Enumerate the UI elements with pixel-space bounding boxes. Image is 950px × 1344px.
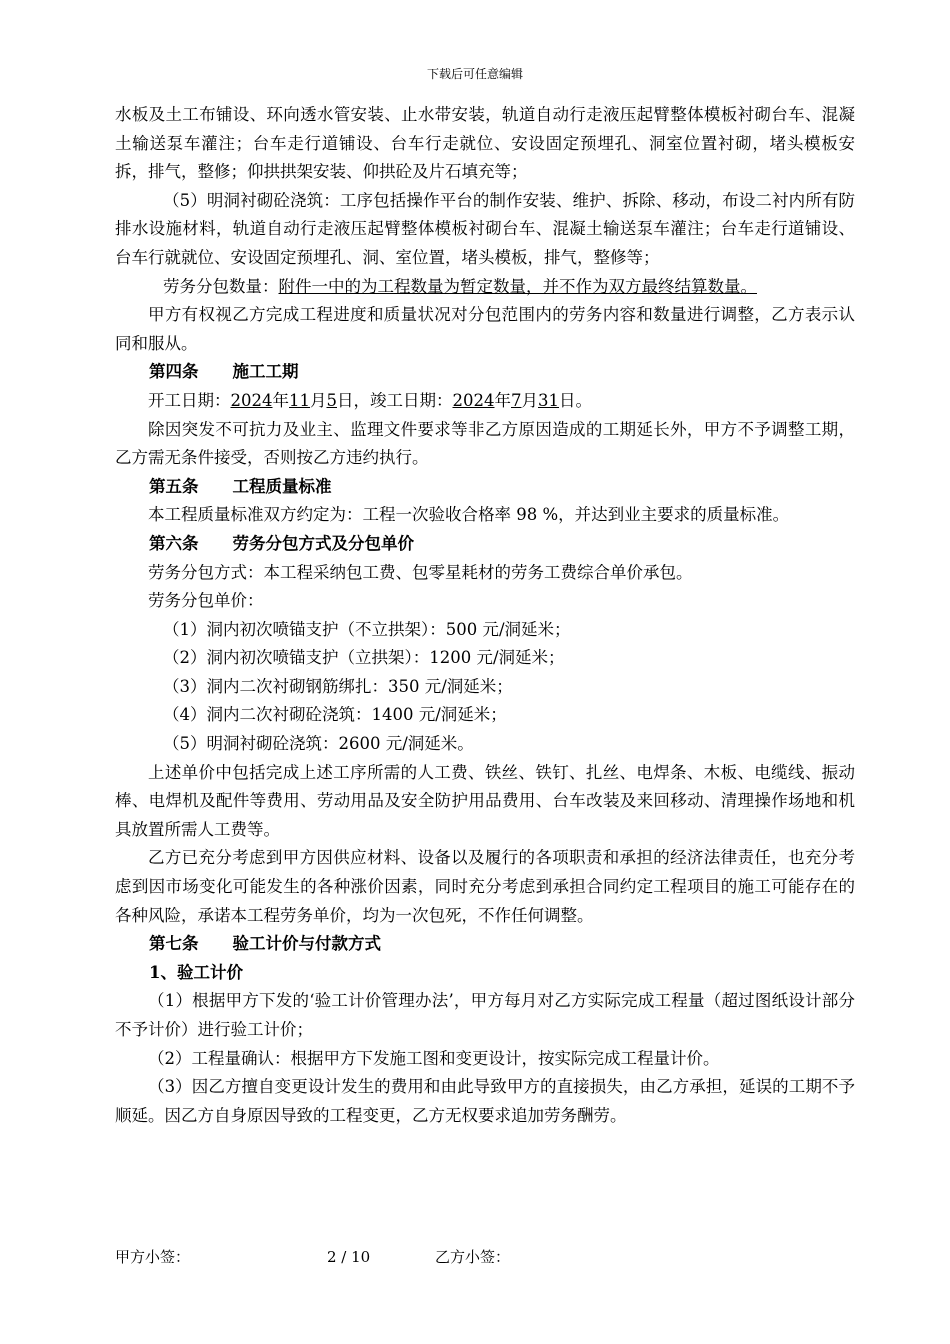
price-item: （3）洞内二次衬砌钢筋绑扎：350 元/洞延米； bbox=[163, 676, 513, 696]
paragraph-11: （2）工程量确认：根据甲方下发施工图和变更设计，按实际完成工程量计价。 bbox=[148, 1048, 720, 1068]
section-1-heading: 1、验工计价 bbox=[149, 962, 243, 982]
paragraph-3: 甲方有权视乙方完成工程进度和质量状况对分包范围内的劳务内容和数量进行调整，乙方表示认同和服从。 bbox=[115, 305, 855, 353]
quantity-label: 劳务分包数量： bbox=[163, 276, 279, 296]
article-4-title: 施工工期 bbox=[232, 362, 299, 382]
start-day: 5 bbox=[326, 390, 337, 410]
article-5-number: 第五条 bbox=[149, 476, 199, 496]
price-item: （1）洞内初次喷锚支护（不立拱架）：500 元/洞延米； bbox=[163, 619, 571, 639]
start-year: 2024 bbox=[230, 390, 273, 410]
quantity-paragraph bbox=[115, 273, 855, 302]
article-6-title: 劳务分包方式及分包单价 bbox=[232, 533, 414, 553]
article-6-number: 第六条 bbox=[149, 533, 199, 553]
year-char: 年 bbox=[494, 390, 511, 410]
party-b-initials: 乙方小签： bbox=[435, 1248, 511, 1266]
document-body bbox=[115, 101, 855, 1130]
quantity-text: 附件一中的为工程数量为暂定数量，并不作为双方最终结算数量。 bbox=[278, 276, 757, 296]
paragraph-4: 除因突发不可抗力及业主、监理文件要求等非乙方原因造成的工期延长外，甲方不予调整工期，乙方需无条件接受，否则按乙方违约执行。 bbox=[115, 419, 855, 468]
start-date-label: 开工日期： bbox=[148, 390, 231, 410]
month-char: 月 bbox=[310, 390, 327, 410]
article-6-heading bbox=[115, 530, 855, 559]
paragraph-10: （1）根据甲方下发的‘验工计价管理办法’，甲方每月对乙方实际完成工程量（超过图纸设计部分不予计价）进行验工计价； bbox=[115, 991, 855, 1039]
page-header: 下载后可任意编辑 bbox=[426, 67, 523, 81]
paragraph-6: 劳务分包方式：本工程采纳包工费、包零星耗材的劳务工费综合单价承包。 bbox=[148, 562, 693, 582]
price-item: （5）明洞衬砌砼浇筑：2600 元/洞延米。 bbox=[163, 734, 474, 754]
end-month: 7 bbox=[511, 390, 522, 410]
month-char: 月 bbox=[521, 390, 538, 410]
start-month: 11 bbox=[289, 390, 310, 410]
paragraph-7: 劳务分包单价： bbox=[148, 591, 264, 611]
article-7-number: 第七条 bbox=[149, 934, 199, 954]
end-day: 31 bbox=[538, 390, 559, 410]
price-item: （4）洞内二次衬砌砼浇筑：1400 元/洞延米； bbox=[163, 705, 507, 725]
article-5-heading bbox=[115, 473, 855, 502]
year-char: 年 bbox=[272, 390, 289, 410]
party-a-initials: 甲方小签： bbox=[115, 1248, 191, 1266]
end-year: 2024 bbox=[452, 390, 495, 410]
page-footer bbox=[115, 1246, 855, 1268]
end-tail: 日。 bbox=[559, 390, 592, 410]
paragraph-12: （3）因乙方擅自变更设计发生的费用和由此导致甲方的直接损失，由乙方承担，延误的工期不予顺延。因乙方自身原因导致的工程变更，乙方无权要求追加劳务酬劳。 bbox=[115, 1077, 855, 1125]
page-number: 2 / 10 bbox=[327, 1248, 371, 1266]
article-5-title: 工程质量标准 bbox=[232, 476, 332, 496]
paragraph-2: （5）明洞衬砌砼浇筑：工序包括操作平台的制作安装、维护、拆除、移动，布设二衬内所有防排水设施材料，轨道自动行走液压起臂整体模板衬砌台车、混凝土输送泵车灌注；台车走行道铺设、台车行就就位、安设固定预埋孔、洞、室位置，堵头模板，排气，整修等； bbox=[115, 190, 855, 267]
article-4-number: 第四条 bbox=[149, 362, 199, 382]
end-date-label: 日，竣工日期： bbox=[337, 390, 453, 410]
dates-paragraph bbox=[115, 387, 855, 416]
article-4-heading bbox=[115, 358, 855, 387]
article-7-title: 验工计价与付款方式 bbox=[232, 934, 381, 954]
paragraph-5: 本工程质量标准双方约定为：工程一次验收合格率 98 %，并达到业主要求的质量标准。 bbox=[148, 505, 790, 525]
price-item: （2）洞内初次喷锚支护（立拱架）：1200 元/洞延米； bbox=[163, 648, 565, 668]
paragraph-9: 乙方已充分考虑到甲方因供应材料、设备以及履行的各项职责和承担的经济法律责任，也充分考虑到因市场变化可能发生的各种涨价因素，同时充分考虑到承担合同约定工程项目的施工可能存在的各种风险，承诺本工程劳务单价，均为一次包死，不作任何调整。 bbox=[115, 848, 855, 925]
paragraph-8: 上述单价中包括完成上述工序所需的人工费、铁丝、铁钉、扎丝、电焊条、木板、电缆线、振动棒、电焊机及配件等费用、劳动用品及安全防护用品费用、台车改装及来回移动、清理操作场地和机具放置所需人工费等。 bbox=[115, 762, 855, 839]
paragraph-1: 水板及土工布铺设、环向透水管安装、止水带安装，轨道自动行走液压起臂整体模板衬砌台车、混凝土输送泵车灌注；台车走行道铺设、台车行走就位、安设固定预埋孔、洞室位置衬砌，堵头模板安拆，排气，整修；仰拱拱架安装、仰拱砼及片石填充等； bbox=[115, 105, 855, 182]
article-7-heading bbox=[115, 930, 855, 959]
